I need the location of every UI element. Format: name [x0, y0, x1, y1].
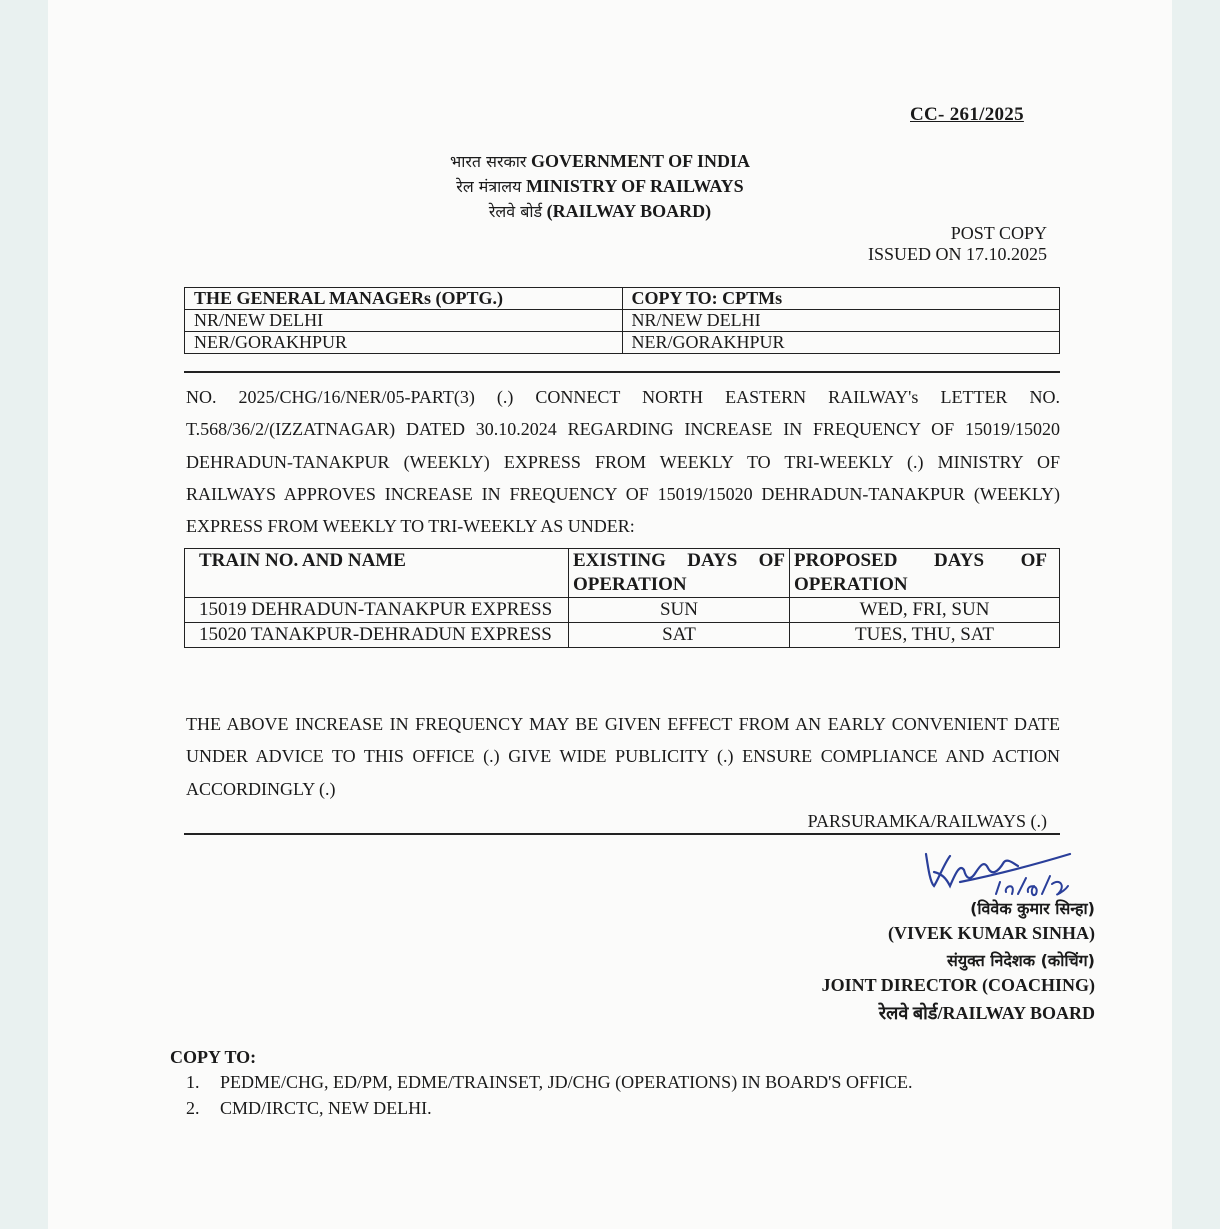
proposed-days-cell: TUES, THU, SAT: [790, 623, 1060, 648]
addressee-cell: NR/NEW DELHI: [185, 310, 623, 332]
address-table-header: [185, 288, 1060, 310]
header-hindi-government: भारत सरकार: [450, 152, 527, 171]
issued-on-date: ISSUED ON 17.10.2025: [867, 244, 1047, 264]
copy-to-item: [186, 1072, 912, 1093]
addressee-header: THE GENERAL MANAGERs (OPTG.): [185, 288, 623, 310]
copy-to-item-text: PEDME/CHG, ED/PM, EDME/TRAINSET, JD/CHG (OPERATIONS) IN BOARD'S OFFICE.: [220, 1072, 913, 1092]
header-line-government: [300, 150, 900, 172]
copy-to-label: COPY TO:: [170, 1047, 257, 1067]
train-name-cell: 15019 DEHRADUN-TANAKPUR EXPRESS: [185, 598, 569, 623]
header-hindi-ministry: रेल मंत्रालय: [456, 177, 522, 196]
header-hindi-board: रेलवे बोर्ड: [488, 202, 543, 221]
header-line-ministry: [300, 175, 900, 197]
train-row: [185, 623, 1060, 648]
telegraphic-signature: PARSURAMKA/RAILWAYS (.): [807, 811, 1047, 831]
divider-bottom: [184, 833, 1060, 835]
copy-to-cell: NER/GORAKHPUR: [622, 332, 1060, 354]
train-name-cell: 15020 TANAKPUR-DEHRADUN EXPRESS: [185, 623, 569, 648]
post-copy-label: POST COPY: [950, 223, 1047, 243]
header-line-board: [300, 200, 900, 222]
signatory-office: रेलवे बोर्ड/RAILWAY BOARD: [878, 1003, 1095, 1023]
copy-to-item-number: 2.: [186, 1098, 200, 1118]
copy-to-item: [186, 1098, 432, 1119]
train-name-header: TRAIN NO. AND NAME: [185, 549, 569, 598]
proposed-days-cell: WED, FRI, SUN: [790, 598, 1060, 623]
address-table: [184, 287, 1060, 354]
header-english-government: GOVERNMENT OF INDIA: [530, 151, 750, 171]
header-english-board: (RAILWAY BOARD): [546, 201, 712, 221]
train-schedule-table: [184, 548, 1060, 648]
reference-number: CC- 261/2025: [910, 104, 1024, 125]
signatory-designation-english: JOINT DIRECTOR (COACHING): [821, 975, 1095, 995]
copy-to-item-text: CMD/IRCTC, NEW DELHI.: [220, 1098, 432, 1118]
header-english-ministry: MINISTRY OF RAILWAYS: [525, 176, 744, 196]
signatory-name-hindi: (विवेक कुमार सिन्हा): [970, 899, 1095, 918]
train-row: [185, 598, 1060, 623]
existing-days-cell: SUN: [569, 598, 790, 623]
signatory-designation-hindi: संयुक्त निदेशक (कोचिंग): [947, 951, 1095, 970]
existing-days-cell: SAT: [569, 623, 790, 648]
copy-to-item-number: 1.: [186, 1072, 200, 1092]
train-table-header: [185, 549, 1060, 598]
copy-to-cell: NR/NEW DELHI: [622, 310, 1060, 332]
existing-days-header: EXISTING DAYS OF OPERATION: [569, 549, 790, 598]
address-row: [185, 310, 1060, 332]
signatory-name-english: (VIVEK KUMAR SINHA): [888, 923, 1095, 943]
addressee-cell: NER/GORAKHPUR: [185, 332, 623, 354]
closing-paragraph: THE ABOVE INCREASE IN FREQUENCY MAY BE GIVEN EFFECT FROM AN EARLY CONVENIENT DATE UNDER ADVICE TO THIS OFFICE (.) GIVE WIDE PUBLICITY (.) ENSURE COMPLIANCE AND ACTION ACCORDINGLY (.): [186, 714, 1060, 799]
proposed-days-header: PROPOSED DAYS OF OPERATION: [790, 549, 1060, 598]
divider-top: [184, 371, 1060, 373]
address-row: [185, 332, 1060, 354]
copy-to-header: COPY TO: CPTMs: [622, 288, 1060, 310]
body-paragraph: NO. 2025/CHG/16/NER/05-PART(3) (.) CONNECT NORTH EASTERN RAILWAY's LETTER NO. T.568/36/2/(IZZATNAGAR) DATED 30.10.2024 REGARDING INCREASE IN FREQUENCY OF 15019/15020 DEHRADUN-TANAKPUR (WEEKLY) EXPRESS FROM WEEKLY TO TRI-WEEKLY (.) MINISTRY OF RAILWAYS APPROVES INCREASE IN FREQUENCY OF 15019/15020 DEHRADUN-TANAKPUR (WEEKLY) EXPRESS FROM WEEKLY TO TRI-WEEKLY AS UNDER:: [186, 387, 1060, 537]
